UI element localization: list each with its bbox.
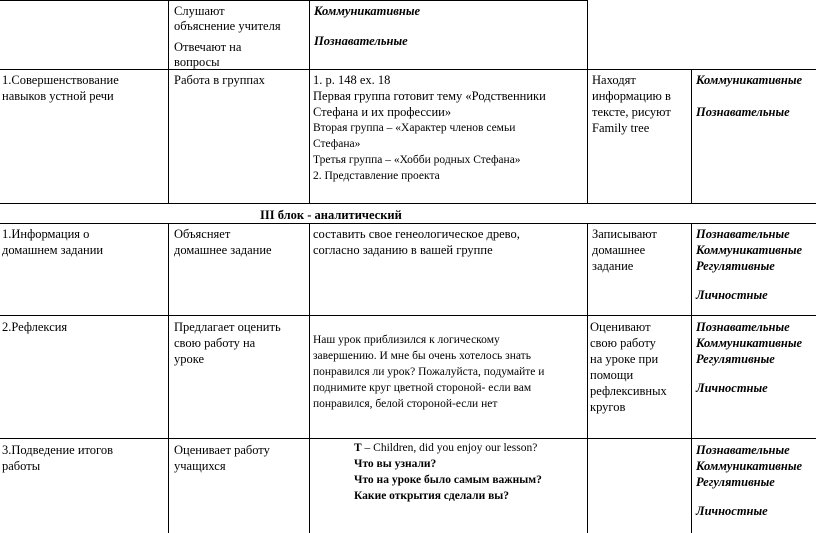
row3-students-line6: кругов bbox=[590, 400, 626, 414]
row2-teacher-line1: Объясняет bbox=[174, 227, 231, 241]
row1-content-line5: Стефана» bbox=[313, 138, 361, 150]
row3-students-line1: Оценивают bbox=[590, 320, 651, 334]
row3-bottom-line bbox=[0, 438, 816, 439]
row3-uud-personal: Личностные bbox=[696, 381, 768, 395]
row1-content-line7: 2. Представление проекта bbox=[313, 170, 440, 182]
row1-students-line4: Family tree bbox=[592, 121, 650, 135]
col-line-5b bbox=[691, 223, 692, 533]
row0-uud-communicative: Коммуникативные bbox=[314, 4, 421, 18]
row4-teacher-line1: Оценивает работу bbox=[174, 443, 270, 457]
teacher-question: – Children, did you enjoy our lesson? bbox=[361, 442, 538, 454]
row3-teacher-line2: свою работу на bbox=[174, 336, 256, 350]
row3-content-line5: понравился, белой стороной-если нет bbox=[313, 398, 498, 410]
row3-uud-regulative: Регулятивные bbox=[696, 352, 775, 366]
row3-content-line4: поднимите круг цветной стороной- если вам bbox=[313, 382, 532, 394]
row1-students-line3: тексте, рисуют bbox=[592, 105, 671, 119]
row4-question-1: Что вы узнали? bbox=[354, 458, 437, 470]
row2-content-line2: согласно заданию в вашей группе bbox=[313, 243, 493, 257]
col-line-2 bbox=[168, 0, 169, 203]
row3-teacher-line3: уроке bbox=[174, 352, 205, 366]
row2-uud-personal: Личностные bbox=[696, 288, 768, 302]
row2-students-line3: задание bbox=[592, 259, 634, 273]
row3-students-line2: свою работу bbox=[590, 336, 656, 350]
table-border-top bbox=[0, 0, 587, 1]
row0-students-line4: вопросы bbox=[174, 55, 220, 69]
row3-students-line3: на уроке при bbox=[590, 352, 659, 366]
row1-content-line3: Стефана и их профессии» bbox=[313, 105, 452, 119]
row1-stage-line1: 1.Совершенствование bbox=[2, 73, 119, 87]
row1-teacher: Работа в группах bbox=[174, 73, 265, 87]
row2-stage-line1: 1.Информация о bbox=[2, 227, 90, 241]
row1-content-line2: Первая группа готовит тему «Родственники bbox=[313, 89, 546, 103]
row4-uud-regulative: Регулятивные bbox=[696, 475, 775, 489]
col-line-3b bbox=[309, 223, 310, 533]
row0-students-line2: объяснение учителя bbox=[174, 19, 281, 33]
row2-uud-regulative: Регулятивные bbox=[696, 259, 775, 273]
col-line-2b bbox=[168, 223, 169, 533]
row2-uud-cognitive: Познавательные bbox=[696, 227, 790, 241]
block-header: III блок - аналитический bbox=[260, 208, 402, 222]
col-line-4 bbox=[587, 0, 588, 203]
row4-question-3: Какие открытия сделали вы? bbox=[354, 490, 510, 502]
row3-stage: 2.Рефлексия bbox=[2, 320, 68, 334]
row1-top-line bbox=[0, 69, 816, 70]
row0-students-line1: Слушают bbox=[174, 4, 225, 18]
col-line-4b bbox=[587, 223, 588, 533]
row2-students-line2: домашнее bbox=[592, 243, 646, 257]
row1-students-line2: информацию в bbox=[592, 89, 671, 103]
row2-content-line1: составить свое генеологическое древо, bbox=[313, 227, 520, 241]
row3-teacher-line1: Предлагает оценить bbox=[174, 320, 281, 334]
row1-bottom-line bbox=[0, 203, 816, 204]
row1-uud-communicative: Коммуникативные bbox=[696, 73, 803, 87]
row2-bottom-line bbox=[0, 315, 816, 316]
row4-uud-cognitive: Познавательные bbox=[696, 443, 790, 457]
row1-content-line6: Третья группа – «Хобби родных Стефана» bbox=[313, 154, 521, 166]
row2-teacher-line2: домашнее задание bbox=[174, 243, 272, 257]
row3-uud-cognitive: Познавательные bbox=[696, 320, 790, 334]
header-bottom-line bbox=[0, 223, 816, 224]
row1-uud-cognitive: Познавательные bbox=[696, 105, 790, 119]
row4-teacher-line2: учащихся bbox=[174, 459, 226, 473]
row4-uud-personal: Личностные bbox=[696, 504, 768, 518]
row3-content-line1: Наш урок приблизился к логическому bbox=[313, 334, 500, 346]
teacher-marker: T bbox=[354, 442, 362, 454]
row4-content-teacher-line bbox=[354, 441, 537, 457]
row3-students-line4: помощи bbox=[590, 368, 634, 382]
row0-students-line3: Отвечают на bbox=[174, 40, 242, 54]
row3-content-line3: понравился ли урок? Пожалуйста, подумайте и bbox=[313, 366, 545, 378]
col-line-5 bbox=[691, 69, 692, 203]
row3-uud-communicative: Коммуникативные bbox=[696, 336, 803, 350]
row4-stage-line1: 3.Подведение итогов bbox=[2, 443, 114, 457]
row2-students-line1: Записывают bbox=[592, 227, 657, 241]
row4-stage-line2: работы bbox=[2, 459, 41, 473]
row1-content-line4: Вторая группа – «Характер членов семьи bbox=[313, 122, 516, 134]
row4-question-2: Что на уроке было самым важным? bbox=[354, 474, 542, 486]
row3-students-line5: рефлексивных bbox=[590, 384, 667, 398]
row1-students-line1: Находят bbox=[592, 73, 636, 87]
row0-uud-cognitive: Познавательные bbox=[314, 34, 408, 48]
row1-content-line1: 1. p. 148 ex. 18 bbox=[313, 73, 391, 87]
row2-uud-communicative: Коммуникативные bbox=[696, 243, 803, 257]
row2-stage-line2: домашнем задании bbox=[2, 243, 104, 257]
col-line-3 bbox=[309, 0, 310, 203]
row4-uud-communicative: Коммуникативные bbox=[696, 459, 803, 473]
row3-content-line2: завершению. И мне бы очень хотелось знать bbox=[313, 350, 531, 362]
row1-stage-line2: навыков устной речи bbox=[2, 89, 114, 103]
